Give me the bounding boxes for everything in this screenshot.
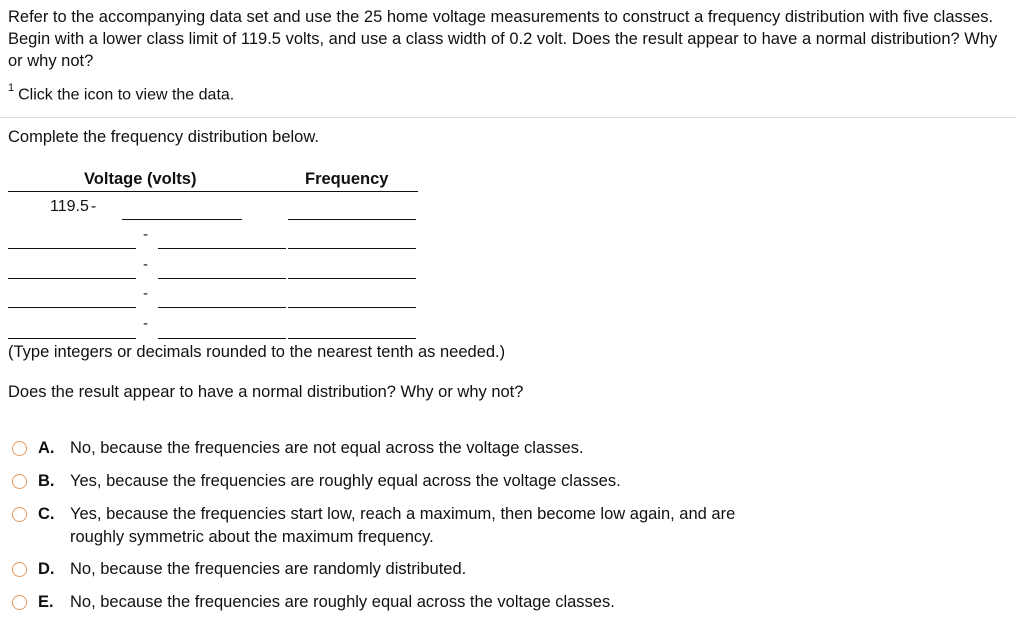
option-a[interactable]	[12, 437, 892, 460]
option-text: No, because the frequencies are not equal across the voltage classes.	[70, 439, 584, 457]
footnote-marker: 1	[8, 82, 15, 94]
column-header-voltage: Voltage (volts)	[84, 170, 197, 188]
option-letter: A.	[38, 439, 55, 457]
first-lower-limit	[50, 198, 96, 216]
upper-limit-input-1[interactable]	[122, 197, 242, 220]
option-e[interactable]	[12, 591, 892, 614]
frequency-input-1[interactable]	[288, 197, 416, 220]
lower-limit-input-3[interactable]	[8, 256, 136, 279]
frequency-input-2[interactable]	[288, 226, 416, 249]
radio-button-b[interactable]	[12, 474, 27, 489]
footnote-text: Click the icon to view the data.	[18, 86, 235, 104]
range-dash: -	[90, 198, 97, 215]
table-instruction: Complete the frequency distribution below.	[8, 128, 319, 146]
upper-limit-input-3[interactable]	[158, 256, 286, 279]
question-prompt: Refer to the accompanying data set and use the 25 home voltage measurements to construct a frequency distribution with five classes. Begin with a lower class limit of 119.5 volts, and use a class width of 0.2 volt. Does the result appear to have a normal distribution? Why or why not?	[8, 8, 998, 70]
upper-limit-input-5[interactable]	[158, 316, 286, 339]
lower-limit-value: 119.5	[50, 198, 89, 215]
option-letter: E.	[38, 593, 54, 611]
frequency-input-5[interactable]	[288, 316, 416, 339]
lower-limit-input-4[interactable]	[8, 285, 136, 308]
column-header-frequency: Frequency	[305, 170, 389, 188]
footnote[interactable]	[8, 84, 234, 104]
option-text: No, because the frequencies are roughly equal across the voltage classes.	[70, 593, 615, 611]
radio-button-a[interactable]	[12, 441, 27, 456]
radio-button-e[interactable]	[12, 595, 27, 610]
rounding-note: (Type integers or decimals rounded to the nearest tenth as needed.)	[8, 343, 506, 361]
option-c[interactable]	[12, 503, 772, 549]
radio-button-c[interactable]	[12, 507, 27, 522]
range-dash: -	[143, 285, 148, 302]
option-b[interactable]	[12, 470, 892, 493]
option-text: No, because the frequencies are randomly distributed.	[70, 560, 467, 578]
normality-question: Does the result appear to have a normal distribution? Why or why not?	[8, 383, 524, 401]
section-divider	[0, 117, 1016, 118]
option-letter: B.	[38, 472, 55, 490]
option-d[interactable]	[12, 558, 892, 581]
frequency-input-3[interactable]	[288, 256, 416, 279]
lower-limit-input-2[interactable]	[8, 226, 136, 249]
option-letter: D.	[38, 560, 55, 578]
range-dash: -	[143, 226, 148, 243]
option-text: Yes, because the frequencies start low, reach a maximum, then become low again, and are roughly symmetric about the maximum frequency.	[70, 505, 736, 546]
upper-limit-input-2[interactable]	[158, 226, 286, 249]
range-dash: -	[143, 315, 148, 332]
option-letter: C.	[38, 505, 55, 523]
option-text: Yes, because the frequencies are roughly equal across the voltage classes.	[70, 472, 621, 490]
range-dash: -	[143, 256, 148, 273]
upper-limit-input-4[interactable]	[158, 285, 286, 308]
lower-limit-input-5[interactable]	[8, 316, 136, 339]
table-header-rule	[8, 191, 418, 192]
frequency-input-4[interactable]	[288, 285, 416, 308]
radio-button-d[interactable]	[12, 562, 27, 577]
